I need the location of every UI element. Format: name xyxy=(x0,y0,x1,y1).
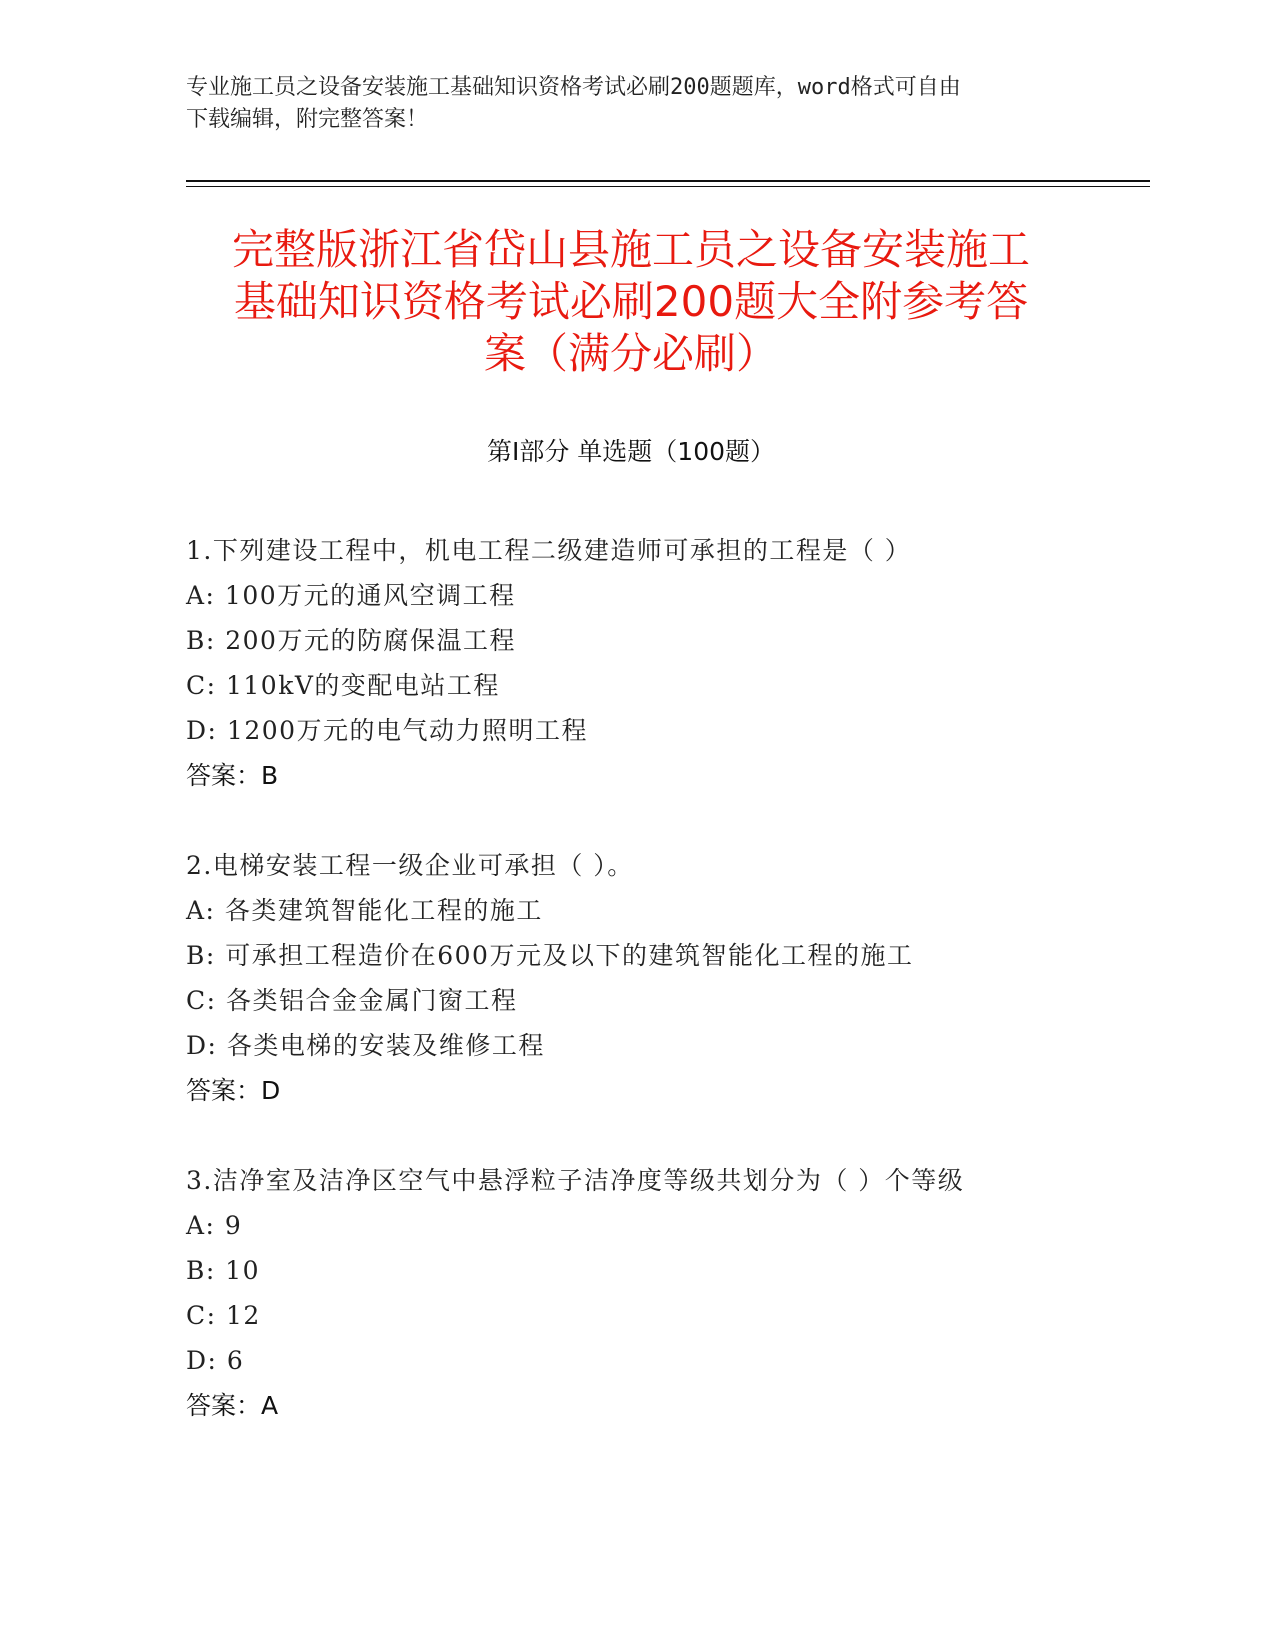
section-heading: 第Ⅰ部分 单选题（100题） xyxy=(486,437,776,466)
answer: 答案：B xyxy=(186,761,279,790)
header-note-line-1: 专业施工员之设备安装施工基础知识资格考试必刷200题题库，word格式可自由 xyxy=(186,75,961,100)
option-d: D: 各类电梯的安装及维修工程 xyxy=(186,1031,545,1060)
document-title-line-1: 完整版浙江省岱山县施工员之设备安装施工 xyxy=(231,225,1030,274)
header-divider-thin xyxy=(186,186,1150,187)
answer: 答案：D xyxy=(186,1076,281,1105)
question-list xyxy=(186,528,1146,1473)
option-b: B: 200万元的防腐保温工程 xyxy=(186,626,516,655)
answer: 答案：A xyxy=(186,1391,279,1420)
option-d: D: 6 xyxy=(186,1346,245,1375)
option-b: B: 10 xyxy=(186,1256,261,1285)
option-a: A: 各类建筑智能化工程的施工 xyxy=(186,896,543,925)
question-1 xyxy=(186,528,1146,798)
option-c: C: 12 xyxy=(186,1301,261,1330)
question-3 xyxy=(186,1158,1146,1428)
question-stem: 2.电梯安装工程一级企业可承担（ ）。 xyxy=(186,851,634,880)
option-a: A: 100万元的通风空调工程 xyxy=(186,581,516,610)
document-title-line-2: 基础知识资格考试必刷200题大全附参考答 xyxy=(233,277,1029,326)
header-note xyxy=(186,72,1086,136)
header-note-line-2: 下载编辑，附完整答案！ xyxy=(186,107,429,132)
option-d: D: 1200万元的电气动力照明工程 xyxy=(186,716,589,745)
question-stem: 1.下列建设工程中，机电工程二级建造师可承担的工程是（ ） xyxy=(186,536,912,565)
header-divider xyxy=(186,180,1150,182)
question-stem: 3.洁净室及洁净区空气中悬浮粒子洁净度等级共划分为（ ）个等级 xyxy=(186,1166,965,1195)
option-c: C: 各类铝合金金属门窗工程 xyxy=(186,986,518,1015)
option-a: A: 9 xyxy=(186,1211,243,1240)
option-c: C: 110kV的变配电站工程 xyxy=(186,671,500,700)
document-title-line-3: 案（满分必刷） xyxy=(483,329,778,378)
question-2 xyxy=(186,843,1146,1113)
option-b: B: 可承担工程造价在600万元及以下的建筑智能化工程的施工 xyxy=(186,941,914,970)
document-title xyxy=(186,224,1076,380)
